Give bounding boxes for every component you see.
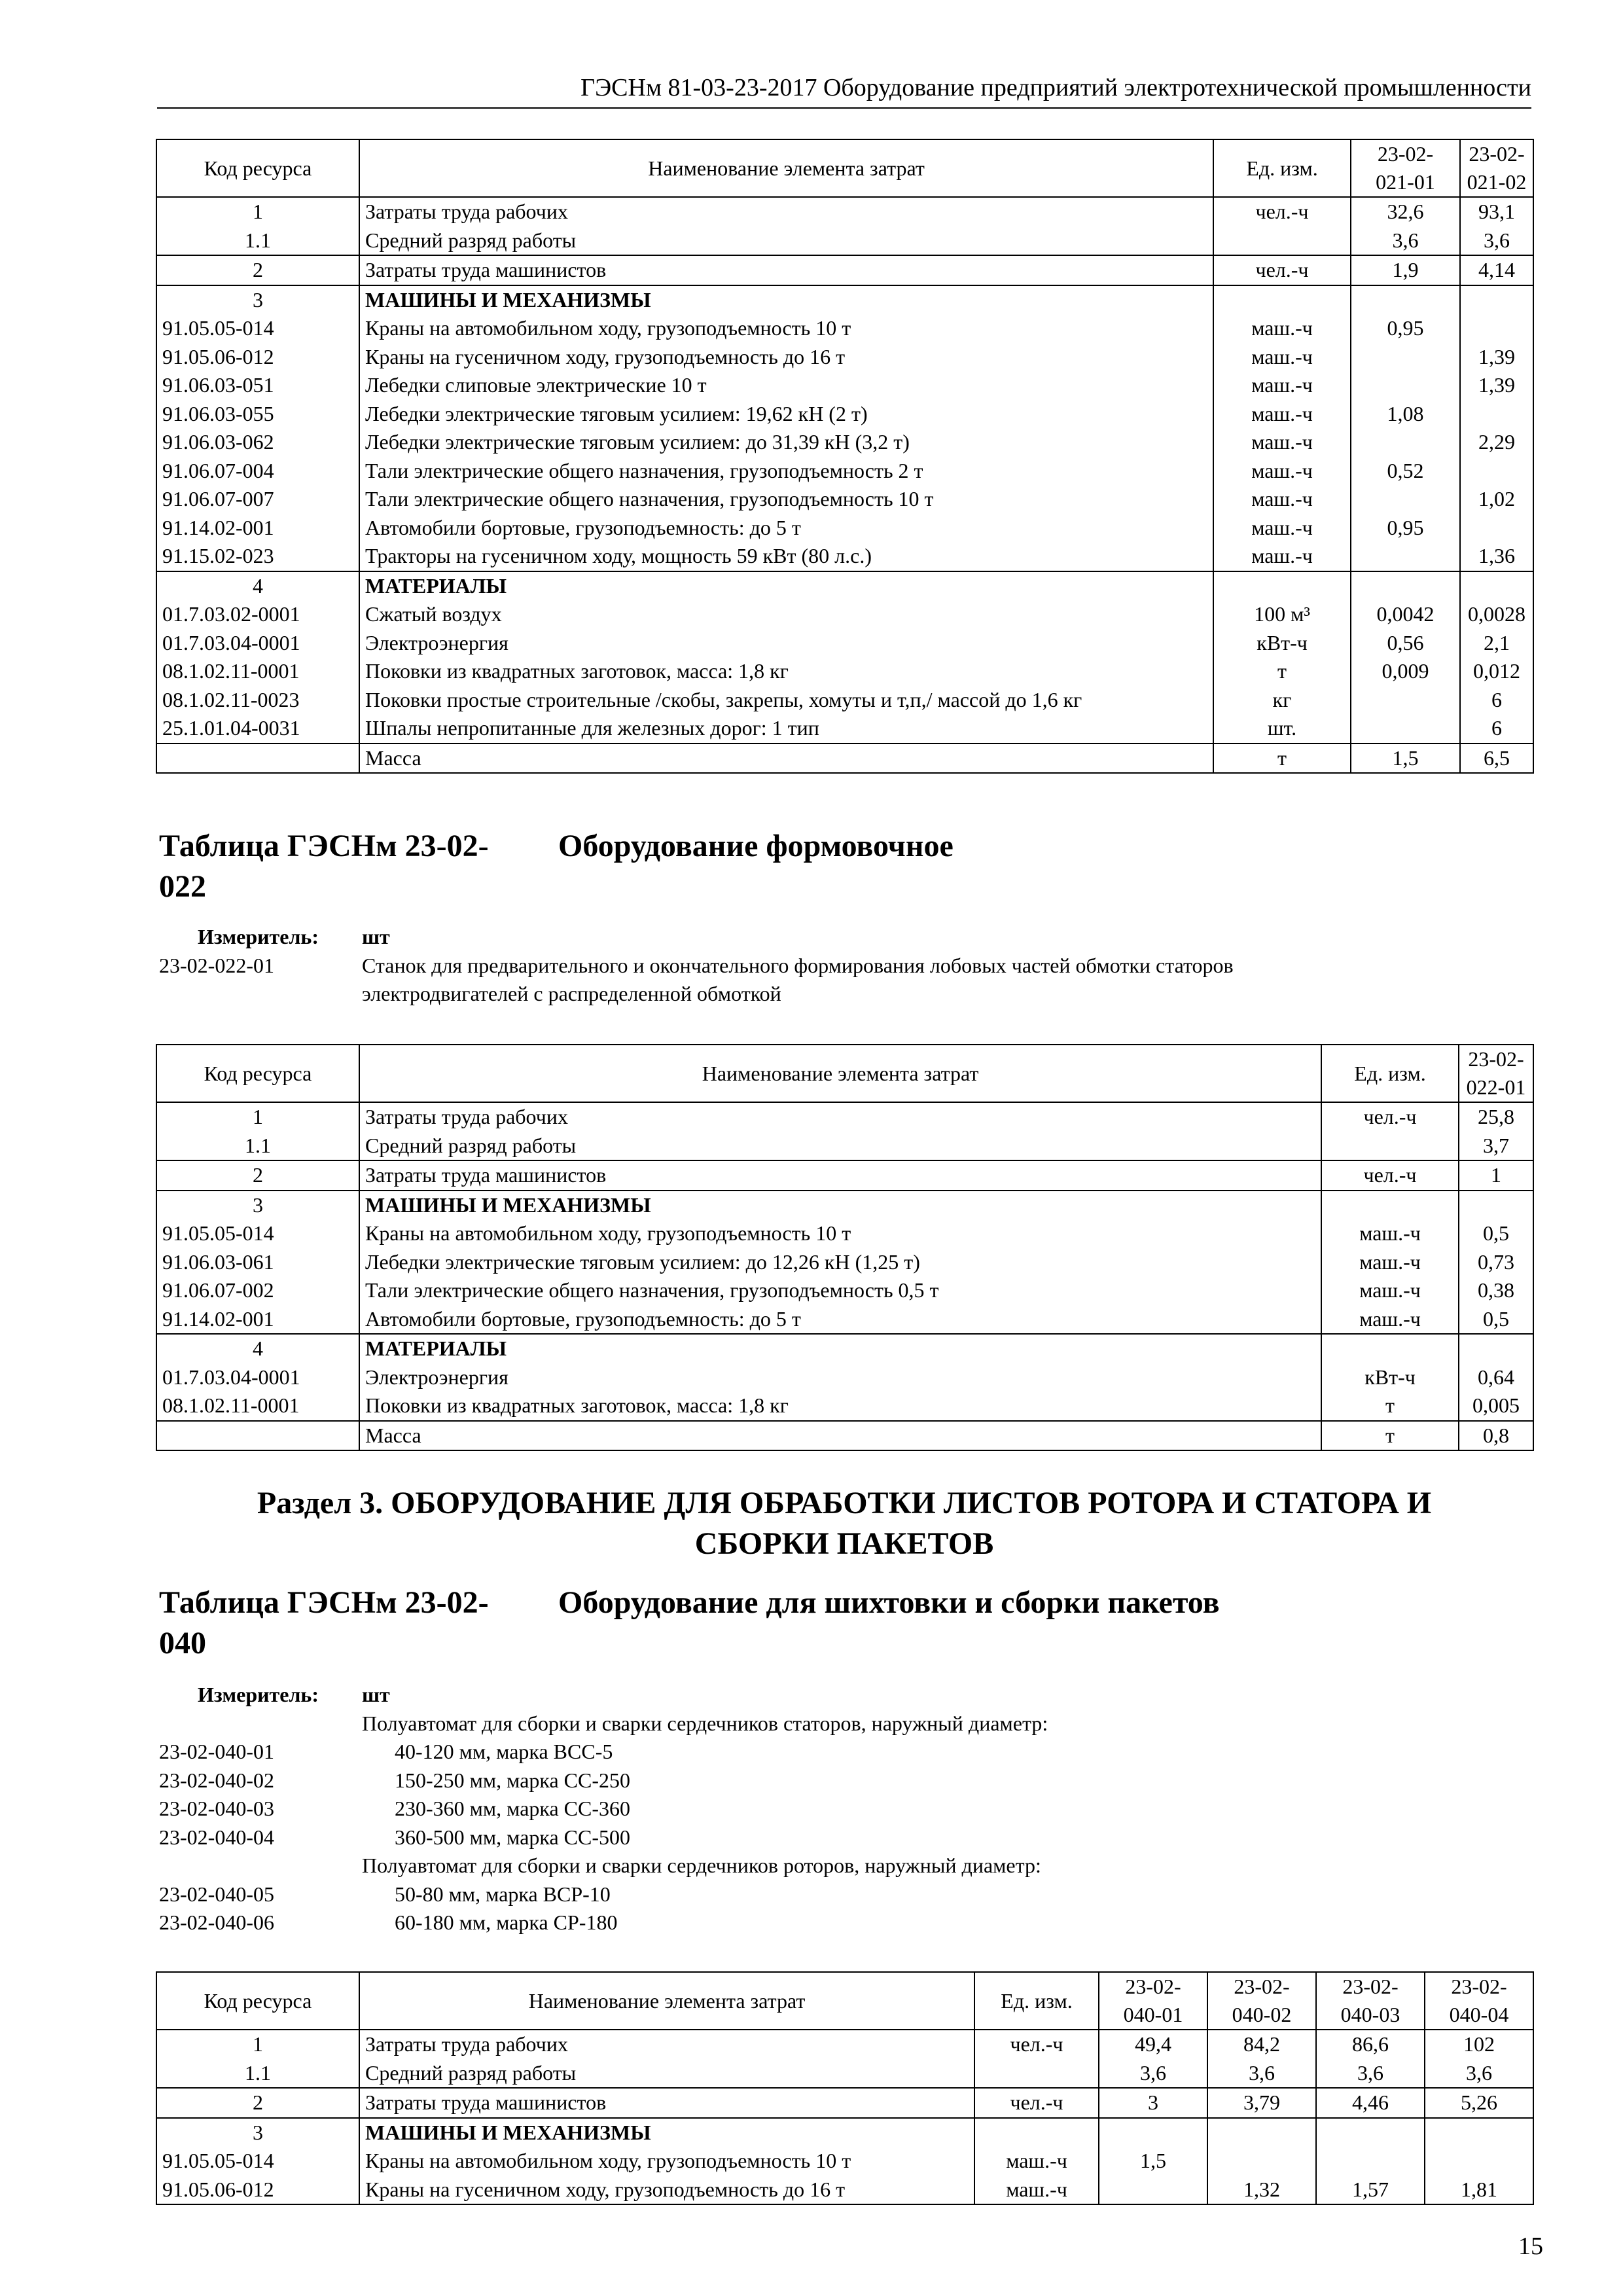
resource-value: [1099, 2118, 1207, 2147]
resource-value: [1460, 400, 1533, 429]
resource-name: Тракторы на гусеничном ходу, мощность 59 кВт (80 л.с.): [359, 542, 1213, 571]
resource-unit: маш.-ч: [1213, 514, 1351, 543]
resource-unit: т: [1321, 1391, 1459, 1421]
resource-value: 0,73: [1459, 1248, 1533, 1277]
resource-unit: [974, 2118, 1099, 2147]
resource-unit: [974, 2059, 1099, 2089]
resource-name: Электроэнергия: [359, 1363, 1321, 1392]
section-title: Раздел 3. ОБОРУДОВАНИЕ ДЛЯ ОБРАБОТКИ ЛИСТОВ РОТОРА И СТАТОРА И СБОРКИ ПАКЕТОВ: [257, 1486, 1432, 1561]
rate-description-cont: электродвигателей с распределенной обмоткой: [362, 982, 781, 1005]
col-header-rate: [1316, 1972, 1425, 2030]
col-header-rate: [1459, 1045, 1533, 1102]
rate-code-part2: 040-04: [1449, 2003, 1509, 2026]
table-number-line2: 022: [159, 869, 206, 904]
resource-unit: маш.-ч: [1321, 1276, 1459, 1305]
table-number-line1: Таблица ГЭСНм 23-02-: [159, 829, 489, 863]
resource-code: 91.06.07-004: [156, 457, 359, 486]
resource-value: 1,39: [1460, 371, 1533, 400]
resource-unit: маш.-ч: [1321, 1219, 1459, 1248]
resource-value: 4,14: [1460, 255, 1533, 285]
resource-unit: маш.-ч: [1213, 371, 1351, 400]
resource-value: 3,6: [1425, 2059, 1533, 2089]
rate-description: Полуавтомат для сборки и сварки сердечников статоров, наружный диаметр:: [362, 1711, 1048, 1735]
resource-name: Тали электрические общего назначения, грузоподъемность 2 т: [359, 457, 1213, 486]
resource-value: 1,39: [1460, 343, 1533, 372]
resource-value: [1460, 571, 1533, 601]
rate-description: 360-500 мм, марка СС-500: [395, 1825, 630, 1849]
resource-value: 0,38: [1459, 1276, 1533, 1305]
resource-value: 0,005: [1459, 1391, 1533, 1421]
resource-code: 91.14.02-001: [156, 1305, 359, 1335]
table-row: [156, 485, 1533, 514]
resource-unit: [1213, 571, 1351, 601]
table-row: [156, 714, 1533, 744]
resource-unit: чел.-ч: [1213, 255, 1351, 285]
resource-value: 1,5: [1351, 744, 1460, 774]
resource-unit: чел.-ч: [1213, 197, 1351, 226]
resource-value: [1460, 314, 1533, 343]
table-row: [156, 1276, 1533, 1305]
resource-unit: маш.-ч: [1321, 1248, 1459, 1277]
table-row: [156, 1102, 1533, 1132]
table-title-23-02-022: [159, 826, 954, 907]
col-header-rate: [1425, 1972, 1533, 2030]
resource-value: [1351, 343, 1460, 372]
resource-value: 3,7: [1459, 1132, 1533, 1161]
resource-name: МАШИНЫ И МЕХАНИЗМЫ: [359, 285, 1213, 315]
resource-value: 0,8: [1459, 1421, 1533, 1451]
resource-value: 2,1: [1460, 629, 1533, 658]
resource-name: Средний разряд работы: [359, 1132, 1321, 1161]
resource-code: 91.05.05-014: [156, 314, 359, 343]
resource-value: 3,6: [1316, 2059, 1425, 2089]
col-header-unit: Ед. изм.: [974, 1972, 1099, 2030]
col-header-rate: [1099, 1972, 1207, 2030]
resource-code: 3: [156, 1191, 359, 1220]
rate-code-part1: 23-02-: [1469, 142, 1525, 166]
resource-value: 32,6: [1351, 197, 1460, 226]
resource-value: [1460, 285, 1533, 315]
resource-name: Затраты труда машинистов: [359, 1160, 1321, 1191]
page-header: ГЭСНм 81-03-23-2017 Оборудование предприятий электротехнической промышленности: [157, 73, 1531, 109]
resource-value: [1459, 1191, 1533, 1220]
rate-code-part1: 23-02-: [1125, 1975, 1181, 1998]
table-row: [156, 255, 1533, 285]
resource-value: [1207, 2147, 1316, 2176]
resource-value: [1351, 571, 1460, 601]
table-row: [156, 1248, 1533, 1277]
rate-code: 23-02-040-05: [159, 1882, 274, 1906]
resource-value: 0,95: [1351, 314, 1460, 343]
rate-description: 40-120 мм, марка ВСС-5: [395, 1740, 613, 1763]
table-caption: Оборудование формовочное: [558, 829, 954, 863]
resource-code: 1.1: [156, 226, 359, 256]
resource-code: 91.06.03-051: [156, 371, 359, 400]
resource-value: [1207, 2118, 1316, 2147]
resource-unit: [1321, 1334, 1459, 1363]
resource-unit: т: [1213, 744, 1351, 774]
table-row: [156, 1391, 1533, 1421]
table-row: [156, 400, 1533, 429]
resource-value: 0,56: [1351, 629, 1460, 658]
resource-code: 1.1: [156, 2059, 359, 2089]
resource-value: 25,8: [1459, 1102, 1533, 1132]
resource-unit: чел.-ч: [1321, 1102, 1459, 1132]
resource-unit: маш.-ч: [1213, 400, 1351, 429]
table-row: [156, 1421, 1533, 1451]
resource-unit: [1321, 1132, 1459, 1161]
resource-name: Затраты труда машинистов: [359, 2088, 974, 2118]
resource-value: [1351, 485, 1460, 514]
resource-code: 2: [156, 1160, 359, 1191]
table-row: [156, 1132, 1533, 1161]
table-row: [156, 2147, 1533, 2176]
resource-unit: [1213, 226, 1351, 256]
resource-unit: кВт-ч: [1213, 629, 1351, 658]
resource-value: 1,02: [1460, 485, 1533, 514]
table-row: [156, 2088, 1533, 2118]
resource-value: [1351, 714, 1460, 744]
resource-code: 91.05.06-012: [156, 343, 359, 372]
rate-code-part2: 022-01: [1466, 1075, 1526, 1099]
col-header-unit: Ед. изм.: [1213, 139, 1351, 197]
resource-name: Краны на гусеничном ходу, грузоподъемность до 16 т: [359, 343, 1213, 372]
resource-value: [1351, 542, 1460, 571]
resource-code: 3: [156, 285, 359, 315]
resource-name: Краны на гусеничном ходу, грузоподъемность до 16 т: [359, 2176, 974, 2205]
resource-value: [1351, 285, 1460, 315]
resource-value: 2,29: [1460, 428, 1533, 457]
resource-value: 1,81: [1425, 2176, 1533, 2205]
resource-value: [1460, 514, 1533, 543]
resource-name: МАШИНЫ И МЕХАНИЗМЫ: [359, 2118, 974, 2147]
resource-value: [1351, 371, 1460, 400]
resource-code: 1.1: [156, 1132, 359, 1161]
col-header-rate: [1351, 139, 1460, 197]
resource-unit: [1321, 1191, 1459, 1220]
resource-unit: маш.-ч: [974, 2176, 1099, 2205]
resource-name: Масса: [359, 744, 1213, 774]
col-header-code: Код ресурса: [156, 1045, 359, 1102]
resource-name: МАШИНЫ И МЕХАНИЗМЫ: [359, 1191, 1321, 1220]
col-header-code: Код ресурса: [156, 1972, 359, 2030]
table-number-line1: Таблица ГЭСНм 23-02-: [159, 1585, 489, 1620]
resource-value: 49,4: [1099, 2030, 1207, 2059]
resource-name: Тали электрические общего назначения, грузоподъемность 0,5 т: [359, 1276, 1321, 1305]
resource-value: 0,012: [1460, 657, 1533, 686]
resource-name: Лебедки слиповые электрические 10 т: [359, 371, 1213, 400]
resource-code: 2: [156, 2088, 359, 2118]
resource-value: 1,08: [1351, 400, 1460, 429]
resource-value: 1,57: [1316, 2176, 1425, 2205]
resource-value: 6: [1460, 686, 1533, 715]
resource-name: Затраты труда рабочих: [359, 1102, 1321, 1132]
resource-unit: кВт-ч: [1321, 1363, 1459, 1392]
table-row: [156, 1160, 1533, 1191]
resource-value: 3,6: [1460, 226, 1533, 256]
resource-value: [1099, 2176, 1207, 2205]
resource-code: 91.06.07-002: [156, 1276, 359, 1305]
resource-unit: 100 м³: [1213, 600, 1351, 629]
resource-name: Шпалы непропитанные для железных дорог: 1 тип: [359, 714, 1213, 744]
table-number-line2: 040: [159, 1626, 206, 1660]
table-row: [156, 1363, 1533, 1392]
resource-table-23-02-040: [156, 1971, 1534, 2205]
table-row: [156, 1219, 1533, 1248]
resource-value: [1316, 2118, 1425, 2147]
measure-unit: шт: [362, 1683, 390, 1706]
resource-code: 91.05.05-014: [156, 2147, 359, 2176]
resource-value: 86,6: [1316, 2030, 1425, 2059]
resource-name: Краны на автомобильном ходу, грузоподъемность 10 т: [359, 314, 1213, 343]
table-row: [156, 600, 1533, 629]
resource-table-23-02-022: [156, 1044, 1534, 1451]
resource-name: Тали электрические общего назначения, грузоподъемность 10 т: [359, 485, 1213, 514]
resource-code: 01.7.03.04-0001: [156, 629, 359, 658]
resource-value: [1459, 1334, 1533, 1363]
resource-value: 0,0028: [1460, 600, 1533, 629]
table-row: [156, 2030, 1533, 2059]
rate-description: 230-360 мм, марка СС-360: [395, 1797, 630, 1820]
resource-unit: маш.-ч: [1213, 485, 1351, 514]
page-number: 15: [1518, 2233, 1543, 2260]
resource-code: 2: [156, 255, 359, 285]
table-row: [156, 2118, 1533, 2147]
resource-name: Затраты труда рабочих: [359, 2030, 974, 2059]
resource-name: Сжатый воздух: [359, 600, 1213, 629]
resource-name: Электроэнергия: [359, 629, 1213, 658]
table-row: [156, 371, 1533, 400]
resource-value: 102: [1425, 2030, 1533, 2059]
resource-unit: маш.-ч: [1213, 428, 1351, 457]
resource-code: 3: [156, 2118, 359, 2147]
resource-value: 6: [1460, 714, 1533, 744]
resource-value: 6,5: [1460, 744, 1533, 774]
col-header-rate: [1460, 139, 1533, 197]
table-row: [156, 744, 1533, 774]
resource-code: 91.05.05-014: [156, 1219, 359, 1248]
col-header-name: Наименование элемента затрат: [359, 139, 1213, 197]
table-row: [156, 514, 1533, 543]
resource-unit: маш.-ч: [974, 2147, 1099, 2176]
rate-code: 23-02-040-06: [159, 1910, 274, 1934]
resource-code: 91.05.06-012: [156, 2176, 359, 2205]
resource-value: 5,26: [1425, 2088, 1533, 2118]
resource-name: Поковки простые строительные /скобы, закрепы, хомуты и т,п,/ массой до 1,6 кг: [359, 686, 1213, 715]
rate-code: 23-02-040-03: [159, 1797, 274, 1820]
resource-code: 91.14.02-001: [156, 514, 359, 543]
measure-label: Измеритель:: [198, 1683, 319, 1706]
rate-description: 60-180 мм, марка СР-180: [395, 1910, 618, 1934]
resource-code: [156, 1421, 359, 1451]
table-row: [156, 542, 1533, 571]
resource-code: 08.1.02.11-0001: [156, 657, 359, 686]
table-row: [156, 314, 1533, 343]
resource-name: Лебедки электрические тяговым усилием: до 31,39 кН (3,2 т): [359, 428, 1213, 457]
col-header-unit: Ед. изм.: [1321, 1045, 1459, 1102]
resource-name: МАТЕРИАЛЫ: [359, 571, 1213, 601]
rate-description: Полуавтомат для сборки и сварки сердечников роторов, наружный диаметр:: [362, 1854, 1041, 1877]
measure-label: Измеритель:: [198, 925, 319, 948]
header-row: [156, 1972, 1533, 2030]
rate-description: Станок для предварительного и окончательного формирования лобовых частей обмотки статоров: [362, 953, 1234, 977]
col-header-name: Наименование элемента затрат: [359, 1972, 974, 2030]
rate-code-part2: 040-02: [1232, 2003, 1292, 2026]
rate-code: 23-02-040-01: [159, 1740, 274, 1763]
table-row: [156, 686, 1533, 715]
rate-code: 23-02-022-01: [159, 953, 274, 977]
resource-value: 4,46: [1316, 2088, 1425, 2118]
rate-code-part1: 23-02-: [1377, 142, 1434, 166]
resource-name: Затраты труда рабочих: [359, 197, 1213, 226]
table-row: [156, 2059, 1533, 2089]
table-row: [156, 1191, 1533, 1220]
rate-description: 50-80 мм, марка ВСР-10: [395, 1882, 611, 1906]
resource-unit: маш.-ч: [1213, 542, 1351, 571]
resource-value: 3,6: [1207, 2059, 1316, 2089]
resource-value: 0,5: [1459, 1305, 1533, 1335]
resource-name: Поковки из квадратных заготовок, масса: 1,8 кг: [359, 657, 1213, 686]
resource-unit: маш.-ч: [1213, 457, 1351, 486]
resource-code: [156, 744, 359, 774]
resource-name: Средний разряд работы: [359, 2059, 974, 2089]
resource-name: Краны на автомобильном ходу, грузоподъемность 10 т: [359, 1219, 1321, 1248]
resource-unit: т: [1213, 657, 1351, 686]
resource-code: 4: [156, 571, 359, 601]
resource-value: 3,6: [1351, 226, 1460, 256]
rate-code: 23-02-040-02: [159, 1768, 274, 1792]
rate-description: 150-250 мм, марка СС-250: [395, 1768, 630, 1792]
col-header-code: Код ресурса: [156, 139, 359, 197]
resource-code: 1: [156, 197, 359, 226]
table-row: [156, 226, 1533, 256]
resource-value: 1,32: [1207, 2176, 1316, 2205]
resource-code: 25.1.01.04-0031: [156, 714, 359, 744]
resource-unit: маш.-ч: [1213, 343, 1351, 372]
table-caption: Оборудование для шихтовки и сборки пакетов: [558, 1585, 1220, 1620]
resource-unit: чел.-ч: [974, 2030, 1099, 2059]
resource-name: Затраты труда машинистов: [359, 255, 1213, 285]
table-row: [156, 629, 1533, 658]
resource-code: 91.06.03-062: [156, 428, 359, 457]
rate-code-part1: 23-02-: [1234, 1975, 1290, 1998]
resource-name: Автомобили бортовые, грузоподъемность: до 5 т: [359, 514, 1213, 543]
resource-value: 3,6: [1099, 2059, 1207, 2089]
measure-unit: шт: [362, 925, 390, 948]
resource-value: [1425, 2147, 1533, 2176]
resource-value: 84,2: [1207, 2030, 1316, 2059]
col-header-rate: [1207, 1972, 1316, 2030]
rate-code-part1: 23-02-: [1468, 1047, 1524, 1071]
resource-code: 4: [156, 1334, 359, 1363]
resource-value: 0,95: [1351, 514, 1460, 543]
resource-value: 1: [1459, 1160, 1533, 1191]
resource-value: 0,0042: [1351, 600, 1460, 629]
table-row: [156, 2176, 1533, 2205]
table-title-23-02-040: [159, 1583, 1220, 1664]
resource-code: 91.06.03-055: [156, 400, 359, 429]
rate-code-part2: 021-02: [1467, 170, 1527, 194]
resource-name: Поковки из квадратных заготовок, масса: 1,8 кг: [359, 1391, 1321, 1421]
header-row: [156, 1045, 1533, 1102]
table-row: [156, 571, 1533, 601]
table-row: [156, 428, 1533, 457]
resource-unit: чел.-ч: [974, 2088, 1099, 2118]
resource-value: [1460, 457, 1533, 486]
resource-code: 01.7.03.04-0001: [156, 1363, 359, 1392]
resource-value: 0,009: [1351, 657, 1460, 686]
rate-code: 23-02-040-04: [159, 1825, 274, 1849]
resource-value: [1316, 2147, 1425, 2176]
rate-code-part2: 021-01: [1376, 170, 1435, 194]
resource-name: Лебедки электрические тяговым усилием: до 12,26 кН (1,25 т): [359, 1248, 1321, 1277]
resource-value: 0,5: [1459, 1219, 1533, 1248]
resource-name: Автомобили бортовые, грузоподъемность: до 5 т: [359, 1305, 1321, 1335]
rate-code-part1: 23-02-: [1451, 1975, 1507, 1998]
resource-value: 93,1: [1460, 197, 1533, 226]
resource-code: 91.06.03-061: [156, 1248, 359, 1277]
resource-name: МАТЕРИАЛЫ: [359, 1334, 1321, 1363]
resource-value: 1,36: [1460, 542, 1533, 571]
resource-unit: маш.-ч: [1321, 1305, 1459, 1335]
resource-unit: [1213, 285, 1351, 315]
resource-value: [1351, 686, 1460, 715]
table-row: [156, 657, 1533, 686]
resource-unit: шт.: [1213, 714, 1351, 744]
resource-table-23-02-021: [156, 139, 1534, 774]
resource-unit: кг: [1213, 686, 1351, 715]
resource-value: 0,64: [1459, 1363, 1533, 1392]
resource-code: 1: [156, 1102, 359, 1132]
table-row: [156, 285, 1533, 315]
resource-code: 08.1.02.11-0023: [156, 686, 359, 715]
resource-value: 1,9: [1351, 255, 1460, 285]
table-row: [156, 1305, 1533, 1335]
resource-name: Лебедки электрические тяговым усилием: 19,62 кН (2 т): [359, 400, 1213, 429]
resource-code: 1: [156, 2030, 359, 2059]
resource-name: Краны на автомобильном ходу, грузоподъемность 10 т: [359, 2147, 974, 2176]
col-header-name: Наименование элемента затрат: [359, 1045, 1321, 1102]
resource-code: 01.7.03.02-0001: [156, 600, 359, 629]
table-row: [156, 1334, 1533, 1363]
resource-value: 3: [1099, 2088, 1207, 2118]
resource-value: 3,79: [1207, 2088, 1316, 2118]
rate-code-part2: 040-03: [1340, 2003, 1400, 2026]
resource-name: Средний разряд работы: [359, 226, 1213, 256]
resource-unit: чел.-ч: [1321, 1160, 1459, 1191]
resource-code: 91.15.02-023: [156, 542, 359, 571]
table-row: [156, 457, 1533, 486]
table-row: [156, 197, 1533, 226]
resource-name: Масса: [359, 1421, 1321, 1451]
rate-code-part2: 040-01: [1123, 2003, 1183, 2026]
resource-unit: маш.-ч: [1213, 314, 1351, 343]
resource-unit: т: [1321, 1421, 1459, 1451]
resource-value: 0,52: [1351, 457, 1460, 486]
table-row: [156, 343, 1533, 372]
rate-code-part1: 23-02-: [1342, 1975, 1399, 1998]
header-row: [156, 139, 1533, 197]
resource-value: [1351, 428, 1460, 457]
resource-value: 1,5: [1099, 2147, 1207, 2176]
resource-value: [1425, 2118, 1533, 2147]
resource-code: 08.1.02.11-0001: [156, 1391, 359, 1421]
resource-code: 91.06.07-007: [156, 485, 359, 514]
